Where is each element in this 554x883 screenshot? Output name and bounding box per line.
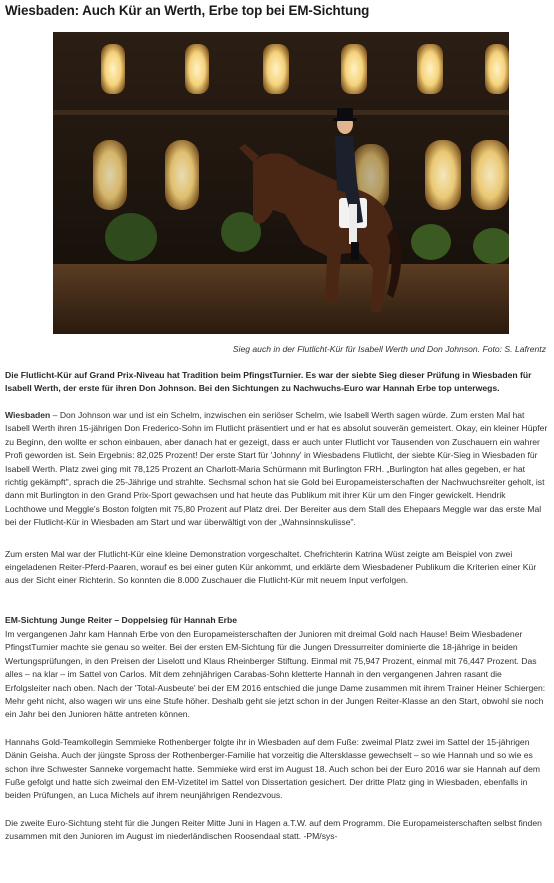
article-title: Wiesbaden: Auch Kür an Werth, Erbe top bei EM-Sichtung	[5, 3, 370, 18]
article	[0, 2, 554, 844]
photo-caption: Sieg auch in der Flutlicht-Kür für Isabell Werth und Don Johnson. Foto: S. Lafrentz	[232, 344, 546, 354]
article-paragraph-2: Zum ersten Mal war der Flutlicht-Kür eine kleine Demonstration vorgeschaltet. Chefrichterin Katrina Wüst zeigte am Beispiel von zwei eingeladenen Reiter-Pferd-Paaren, worauf es bei einer guten Kür ankommt, und erklärte dem Wiesbadener Publikum die Kriterien einer Kür aus der Sicht einer Richterin. So konnten die 8.000 Zuschauer die Flutlicht-Kür mit neuem Input verfolgen.	[5, 548, 537, 586]
section-heading: EM-Sichtung Junge Reiter – Doppelsieg für Hannah Erbe	[5, 614, 238, 625]
article-paragraph-1	[5, 409, 549, 530]
article-paragraph-5: Die zweite Euro-Sichtung steht für die Jungen Reiter Mitte Juni in Hagen a.T.W. auf dem Programm. Die Europameisterschaften selbst finden zusammen mit den Junioren im August im niederländischen Roosendaal statt. -PM/sys-	[5, 817, 542, 842]
dressage-photo-illustration	[53, 32, 509, 334]
article-paragraph-4: Hannahs Gold-Teamkollegin Semmieke Rothenberger folgte ihr in Wiesbaden auf dem Fuße: zweimal Platz zwei im Sattel der 15-jährigen Dänin Geisha. Auch der jüngste Spross der Rothenberger-Familie hat vorzeitig die Altersklasse gewechselt – so wie Hannah und so wie es schon ihre Schwester Sanneke vorgemacht hatte. Semmieke wird erst im August 18. Auch schon bei der Euro 2016 war sie Hannah auf dem Fuße gefolgt und hatte sich zweimal den EM-Vizetitel im Sattel von Dissertation gesichert. Der dritte Platz ging in Wiesbaden, ebenfalls in beiden Prüfungen, an Luca Michels auf ihrem neunjährigen Rendezvous.	[5, 736, 541, 801]
article-lead: Die Flutlicht-Kür auf Grand Prix-Niveau hat Tradition beim PfingstTurnier. Es war der siebte Sieg dieser Prüfung in Wiesbaden für Isabell Werth, der erste für ihren Don Johnson. Bei den Sichtungen zu Nachwuchs-Euro war Hannah Erbe top unterwegs.	[5, 370, 532, 393]
dateline-location: Wiesbaden	[5, 410, 51, 420]
article-paragraph-3: Im vergangenen Jahr kam Hannah Erbe von den Europameisterschaften der Junioren mit dreimal Gold nach Hause! Beim Wiesbadener PfingstTurnier machte sie genau so weiter. Bei der ersten EM-Sichtung für die Jungen Dressurreiter dominierte die 18-jährige in beiden Wertungsprüfungen, in den Preisen der Liselott und Klaus Rheinberger Stiftung. Einmal mit 75,947 Prozent, einmal mit 76,447 Prozent. Das alles – na klar – im Sattel von Carlos. Mit dem zehnjährigen Carabas-Sohn kletterte Hannah in den vergangenen Jahren rasant die Erfolgsleiter nach oben. Nach der 'Total-Ausbeute' bei der EM 2016 entschied die junge Dame zusammen mit ihrem Trainer Heiner Schiergen: Mehr geht nicht, also wagen wir uns eine Stufe höher. Deshalb geht sie jetzt schon in der Jungen Reiter-Klasse an den Start, obwohl sie noch ein Jahr bei den Junioren hätte antreten können.	[5, 628, 546, 720]
paragraph-1-text: – Don Johnson war und ist ein Schelm, inzwischen ein seriöser Schelm, wie Isabell Werth sagen würde. Zum ersten Mal hat Isabell Werth ihren 15-jährigen Don Frederico-Sohn im Flutlicht präsentiert und er hat es absolut souverän gemeistert. Okay, ein kleiner Hüpfer zu Beginn, den wollte er schon einbauen, aber danach hat er gezeigt, dass er auch unter Flutlicht vor Tausenden von Zuschauern ein wahrer Profi geworden ist. Sein Ergebnis: 82,025 Prozent! Der erste Start für 'Johnny' in Wiesbadens Flutlicht, der siebte Kür-Sieg in Wiesbaden für Isabell Werth. Platz zwei ging mit 78,125 Prozent an Charlott-Maria Schürmann mit Burlington FRH. „Burlington hat alles gegeben, er hat richtig gekämpft", sprach die 25-Jährige und strahlte. Sechsmal schon hat sie Gold bei Europameisterschaften der Nachwuchsreiter geholt, ist dann mit Burlington in den Grand Prix-Sport gewachsen und hat heute das Publikum mit ihrer Kür um den Finger gewickelt. Hendrik Lochthowe und Meggle's Boston folgten mit 75,80 Prozent auf Platz drei. Der Bereiter aus dem Stall des Ehepaars Meggle war das erste Mal bei der Flutlicht-Kür in Wiesbaden am Start und war überwältigt von der „Wahnsinnskulisse".	[5, 410, 548, 528]
article-photo[interactable]	[53, 32, 509, 334]
